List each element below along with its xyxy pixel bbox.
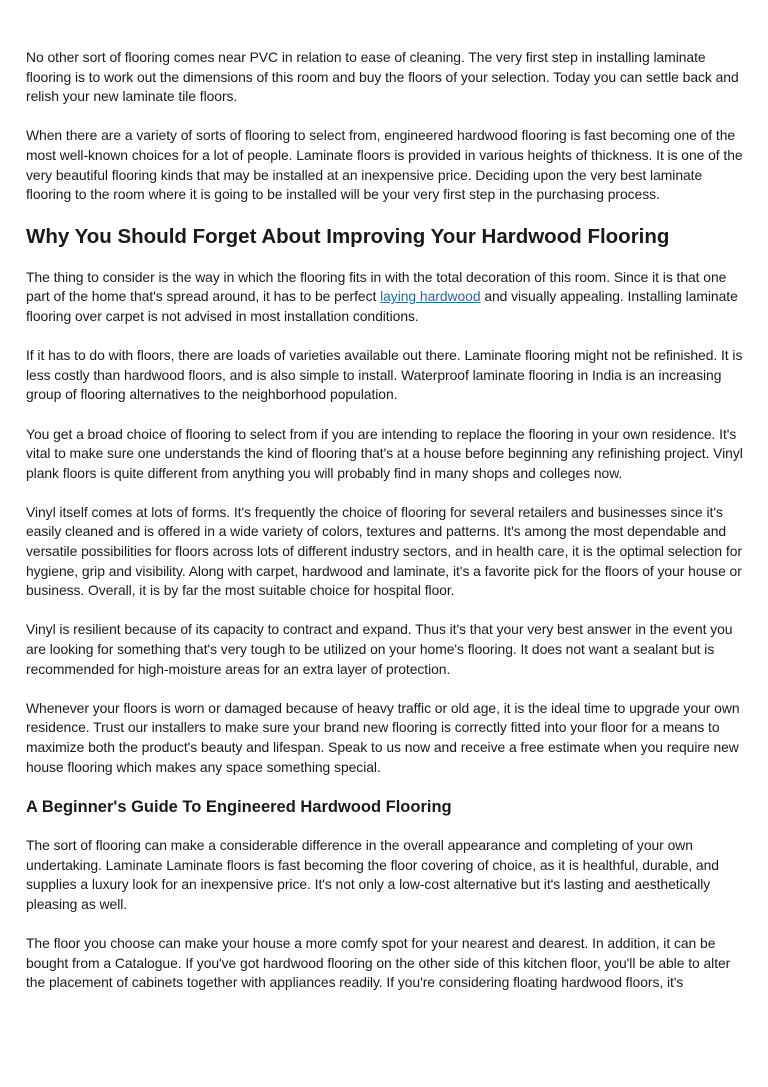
paragraph-vinyl-resilient: Vinyl is resilient because of its capacity to contract and expand. Thus it's that your very best answer in the event you are looking for something that's very tough to be utilized on your home's flooring. It does not want a sealant but is recommended for high-moisture areas for an extra layer of protection. <box>26 621 733 677</box>
paragraph-floor-varieties: If it has to do with floors, there are loads of varieties available out there. Laminate flooring might not be refinished. It is less costly than hardwood floors, and is also simple to install. Waterproof laminate flooring in India is an increasing group of flooring alternatives to the neighborhood population. <box>26 347 743 403</box>
paragraph-engineered-hardwood: When there are a variety of sorts of flooring to select from, engineered hardwood flooring is fast becoming one of the most well-known choices for a lot of people. Laminate floors is provided in various heights of thickness. It is one of the very beautiful flooring kinds that may be installed at an inexpensive price. Deciding upon the very best laminate flooring to the room where it is going to be installed will be your very first step in the purchasing process. <box>26 127 743 203</box>
paragraph-worn-floors: Whenever your floors is worn or damaged because of heavy traffic or old age, it is the ideal time to upgrade your own residence. Trust our installers to make sure your brand new flooring is correctly fitted into your floor for a means to maximize both the product's beauty and lifespan. Speak to us now and receive a free estimate when you require new house flooring which makes any space something special. <box>26 699 740 775</box>
paragraph-pvc-cleaning: No other sort of flooring comes near PVC in relation to ease of cleaning. The very first step in installing laminate flooring is to work out the dimensions of this room and buy the floors of your selection. Today you can settle back and relish your new laminate tile floors. <box>26 49 739 105</box>
paragraph-sort-of-flooring: The sort of flooring can make a considerable difference in the overall appearance and completing of your own undertaking. Laminate Laminate floors is fast becoming the floor covering of choice, as it is healthful, durable, and supplies a luxury look for an inexpensive price. It's not only a low-cost alternative but it's lasting and aesthetically pleasing as well. <box>26 837 719 912</box>
paragraph-text-after-link: and visually appealing. Installing laminate flooring over carpet is not advised in most installation conditions. <box>26 288 738 324</box>
paragraph-text-before-link: The thing to consider is the way in which the flooring fits in with the total decoration of this room. Since it is that one part of the home that's spread around, it has to be perfect <box>26 268 727 305</box>
paragraph-floor-choice: The floor you choose can make your house a more comfy spot for your nearest and dearest. In addition, it can be bought from a Catalogue. If you've got hardwood flooring on the other side of this kitchen floor, you'll be able to alter the placement of cabinets together with appliances readily. If you're considering floating hardwood floors, it's <box>26 935 731 991</box>
document-page <box>26 48 744 993</box>
paragraph-vinyl-forms: Vinyl itself comes at lots of forms. It's frequently the choice of flooring for several retailers and businesses since it's easily cleaned and is offered in a wide variety of colors, textures and patterns. It's among the most dependable and versatile possibilities for floors across lots of different industry sectors, and in health care, it is the optimal selection for hygiene, grip and visibility. Along with carpet, hardwood and laminate, it's a favorite pick for the floors of your house or business. Overall, it is by far the most suitable choice for hospital floor. <box>26 503 742 599</box>
laying-hardwood-link[interactable]: laying hardwood <box>380 288 481 305</box>
paragraph-flooring-decoration <box>26 268 744 327</box>
paragraph-broad-choice: You get a broad choice of flooring to select from if you are intending to replace the flooring in your own residence. It's vital to make sure one understands the kind of flooring that's at a house before beginning any refinishing project. Vinyl plank floors is quite different from anything you will probably find in many shops and colleges now. <box>26 425 743 481</box>
heading-beginners-guide: A Beginner's Guide To Engineered Hardwood Flooring <box>26 798 452 817</box>
heading-why-forget-improving: Why You Should Forget About Improving Your Hardwood Flooring <box>26 224 670 248</box>
